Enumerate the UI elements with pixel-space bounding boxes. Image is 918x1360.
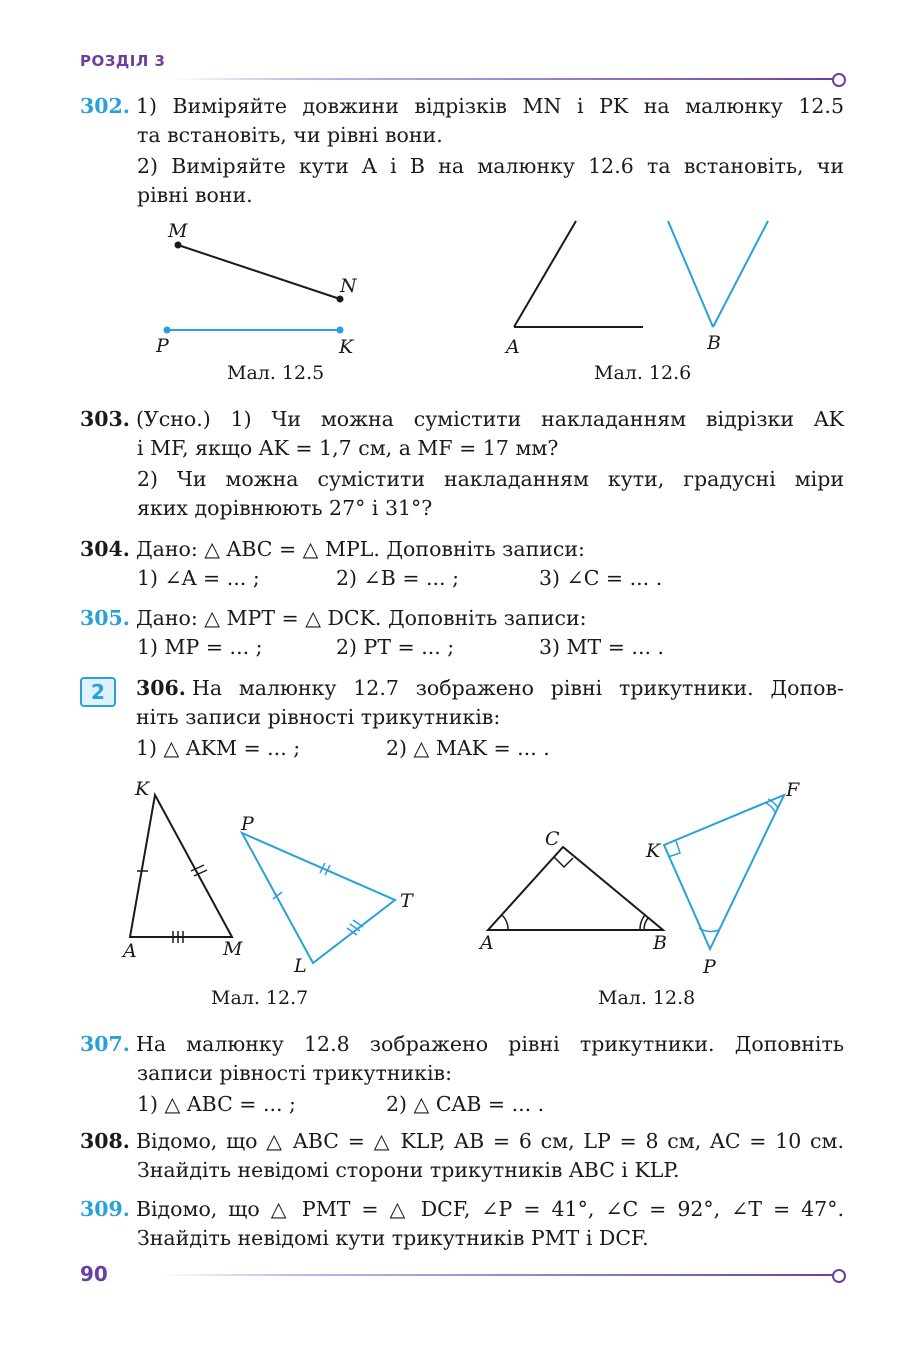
task-308 (80, 1127, 844, 1185)
label-P: P (241, 813, 254, 835)
label-C: C (545, 828, 560, 850)
label-F: F (786, 779, 800, 801)
task-306 (136, 674, 844, 763)
label-K: K (339, 336, 354, 358)
task-text: (Усно.) 1) Чи можна сумістити накладанням відрізки AK (135, 407, 844, 431)
task-305 (80, 604, 844, 662)
task-text: Відомо, що △ PMT = △ DCF, ∠P = 41°, ∠C = 92°, ∠T = 47°. (135, 1197, 844, 1221)
task-307 (80, 1030, 844, 1119)
page-number: 90 (80, 1262, 108, 1286)
item-a: 1) ∠A = ... ; (137, 566, 260, 590)
label-L: L (294, 955, 307, 977)
level-badge: 2 (80, 677, 116, 707)
header-rule (170, 78, 834, 80)
caption-12-8: Мал. 12.8 (598, 987, 696, 1009)
label-M: M (168, 220, 188, 242)
item-b: 2) △ CAB = ... . (386, 1092, 545, 1116)
caption-12-7: Мал. 12.7 (211, 987, 309, 1009)
label-A: A (480, 932, 494, 954)
item-c: 3) MT = ... . (539, 635, 665, 659)
task-text: На малюнку 12.8 зображено рівні трикутники. Доповніть (135, 1032, 844, 1056)
item-a: 1) MP = ... ; (137, 635, 263, 659)
label-K: K (646, 840, 661, 862)
task-text: Дано: △ ABC = △ MPL. Доповніть записи: (135, 537, 585, 561)
task-text: яких дорівнюють 27° і 31°? (137, 496, 433, 520)
header-rule-end (832, 73, 846, 87)
task-text: На малюнку 12.7 зображено рівні трикутники. Допов- (191, 676, 844, 700)
item-c: 3) ∠C = ... . (539, 566, 663, 590)
section-header: РОЗДІЛ 3 (80, 52, 166, 70)
task-number: 302. (80, 94, 130, 118)
label-T: T (400, 890, 413, 912)
task-number: 306. (136, 676, 186, 700)
task-number: 308. (80, 1129, 130, 1153)
task-text: записи рівності трикутників: (137, 1061, 452, 1085)
task-number: 305. (80, 606, 130, 630)
label-P: P (156, 335, 169, 357)
item-b: 2) PT = ... ; (336, 635, 455, 659)
task-text: 1) Виміряйте довжини відрізків MN і PK на малюнку 12.5 (135, 94, 844, 118)
task-text: Дано: △ MPT = △ DCK. Доповніть записи: (135, 606, 587, 630)
task-number: 304. (80, 537, 130, 561)
figure-12-5 (140, 210, 380, 360)
task-text: ніть записи рівності трикутників: (136, 705, 501, 729)
label-K: K (135, 778, 150, 800)
task-302 (80, 92, 844, 210)
task-309 (80, 1195, 844, 1253)
caption-12-5: Мал. 12.5 (227, 362, 325, 384)
task-text: Знайдіть невідомі сторони трикутників ABC і KLP. (137, 1158, 680, 1182)
label-N: N (340, 275, 357, 297)
task-number: 307. (80, 1032, 130, 1056)
task-304 (80, 535, 844, 593)
figure-12-6 (500, 215, 790, 360)
item-a: 1) △ ABC = ... ; (137, 1092, 296, 1116)
figure-12-8 (470, 775, 810, 980)
footer-rule-end (832, 1269, 846, 1283)
label-A: A (123, 940, 137, 962)
task-number: 309. (80, 1197, 130, 1221)
item-b: 2) △ MAK = ... . (386, 736, 550, 760)
label-B: B (653, 932, 667, 954)
label-M: M (223, 938, 243, 960)
label-P: P (703, 956, 716, 978)
task-303 (80, 405, 844, 523)
footer-rule (160, 1274, 834, 1276)
task-text: Знайдіть невідомі кути трикутників PMT і DCF. (137, 1226, 649, 1250)
item-b: 2) ∠B = ... ; (336, 566, 459, 590)
task-text: 2) Чи можна сумістити накладанням кути, градусні міри (137, 467, 844, 491)
caption-12-6: Мал. 12.6 (594, 362, 692, 384)
task-text: 2) Виміряйте кути A і B на малюнку 12.6 та встановіть, чи (137, 154, 844, 178)
task-text: та встановіть, чи рівні вони. (137, 123, 443, 147)
task-text: рівні вони. (137, 183, 253, 207)
task-text: Відомо, що △ ABC = △ KLP, AB = 6 см, LP = 8 см, AC = 10 см. (135, 1129, 844, 1153)
task-number: 303. (80, 407, 130, 431)
item-a: 1) △ AKM = ... ; (136, 736, 301, 760)
label-A: A (506, 336, 520, 358)
task-text: і MF, якщо AK = 1,7 см, а MF = 17 мм? (137, 436, 559, 460)
label-B: B (707, 332, 721, 354)
figure-12-7 (115, 775, 425, 980)
